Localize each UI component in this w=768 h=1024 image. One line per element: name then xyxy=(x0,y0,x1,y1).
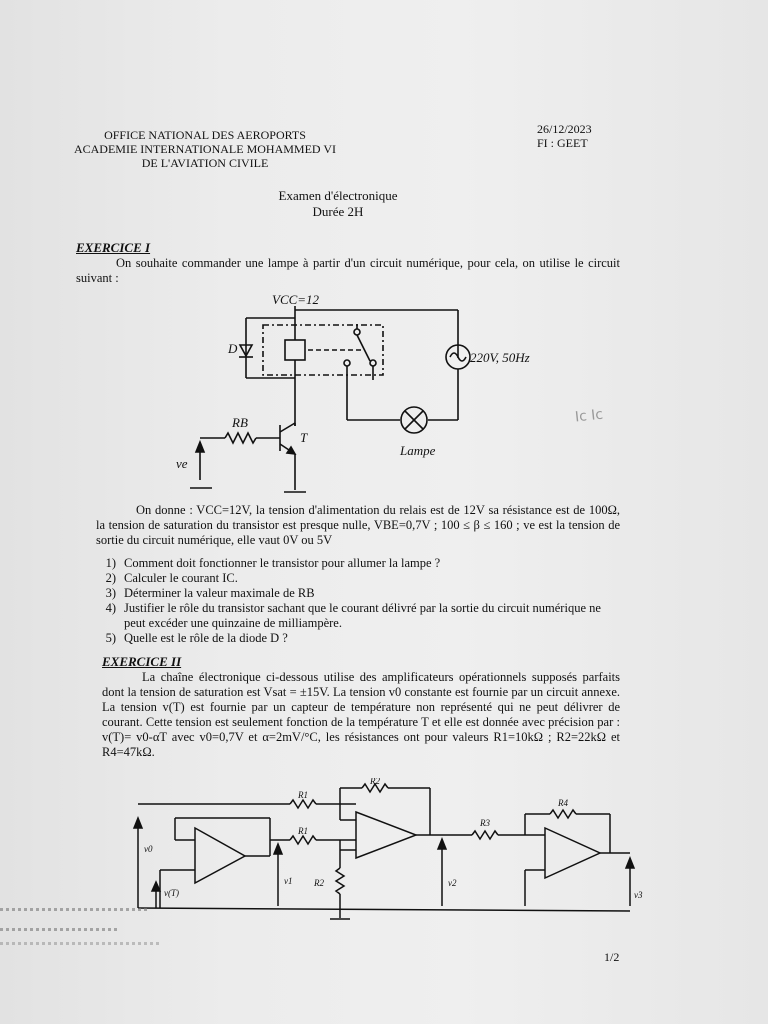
v3-label: v3 xyxy=(634,890,643,900)
exercise1-questions xyxy=(96,556,620,646)
v2-label: v2 xyxy=(448,878,457,888)
relay-circuit-diagram xyxy=(160,290,580,510)
exam-title-block xyxy=(238,188,438,220)
opamp-chain-diagram xyxy=(130,778,650,928)
source-label: 220V, 50Hz xyxy=(470,350,530,365)
exam-title: Examen d'électronique xyxy=(278,188,398,203)
exercise1-given: On donne : VCC=12V, la tension d'alimentation du relais est de 12V sa résistance est de 100Ω, la tension de saturation du transistor est presque nulle, VBE=0,7V ; 100 ≤ β ≤ 160 ; ve est la tension de sortie du circuit numérique, elle vaut 0V ou 5V xyxy=(96,503,620,547)
org-line-1: OFFICE NATIONAL DES AEROPORTS xyxy=(104,128,306,142)
r3-label: R3 xyxy=(480,818,490,828)
question-3: 3) Déterminer la valeur maximale de RB xyxy=(105,586,315,600)
organization-header xyxy=(60,128,350,170)
exercise2-body: La chaîne électronique ci-dessous utilise des amplificateurs opérationnels supposés parfaits dont la tension de saturation est Vsat = ±15V. La tension v0 constante est fournie par un circuit annexe. La tension v(T) est fournie par un capteur de température non représenté qui ne peut délivrer de courant. Cette tension est seulement fonction de la température T et elle est donnée avec précision par : v(T)= v0-αT avec v0=0,7V et α=2mV/°C, les résistances ont pour valeurs R1=10kΩ ; R2=22kΩ et R4=47kΩ. xyxy=(102,670,620,759)
transistor-label: T xyxy=(300,430,308,445)
diode-label: D xyxy=(228,341,238,356)
org-line-2: ACADEMIE INTERNATIONALE MOHAMMED VI xyxy=(73,142,337,156)
handwritten-note: Ic Ic xyxy=(574,406,604,426)
v1-label: v1 xyxy=(284,876,293,886)
rb-label: RB xyxy=(232,415,248,430)
org-line-3: DE L'AVIATION CIVILE xyxy=(141,156,269,170)
question-5: 5) Quelle est le rôle de la diode D ? xyxy=(105,631,288,645)
scan-artifact xyxy=(0,942,160,945)
exam-date: 26/12/2023 xyxy=(537,122,592,136)
exercise2-heading: EXERCICE II xyxy=(102,654,182,669)
scan-artifact xyxy=(0,928,120,931)
vt-label: v(T) xyxy=(164,888,179,898)
class-label: FI : GEET xyxy=(537,136,588,150)
v0-label: v0 xyxy=(144,844,153,854)
vcc-label: VCC=12 xyxy=(272,292,320,307)
question-2: 2) Calculer le courant IC. xyxy=(105,571,238,585)
page-number: 1/2 xyxy=(604,950,620,964)
exercise1-heading: EXERCICE I xyxy=(76,240,151,255)
scan-artifact xyxy=(0,908,150,911)
r2a-label: R2 xyxy=(370,778,380,786)
exam-duration: Durée 2H xyxy=(312,204,364,219)
r1b-label: R1 xyxy=(298,826,308,836)
lamp-label: Lampe xyxy=(400,443,436,458)
r1a-label: R1 xyxy=(298,790,308,800)
question-4: 4) Justifier le rôle du transistor sachant que le courant délivré par la sortie du circuit numérique ne peut excéder une quinzaine de milliampère. xyxy=(105,601,601,630)
ve-label: ve xyxy=(176,456,188,471)
r4-label: R4 xyxy=(558,798,568,808)
question-1: 1) Comment doit fonctionner le transistor pour allumer la lampe ? xyxy=(105,556,441,570)
date-block xyxy=(537,122,592,150)
r2b-label: R2 xyxy=(314,878,324,888)
exercise1-intro: On souhaite commander une lampe à partir d'un circuit numérique, pour cela, on utilise le circuit suivant : xyxy=(76,256,620,285)
